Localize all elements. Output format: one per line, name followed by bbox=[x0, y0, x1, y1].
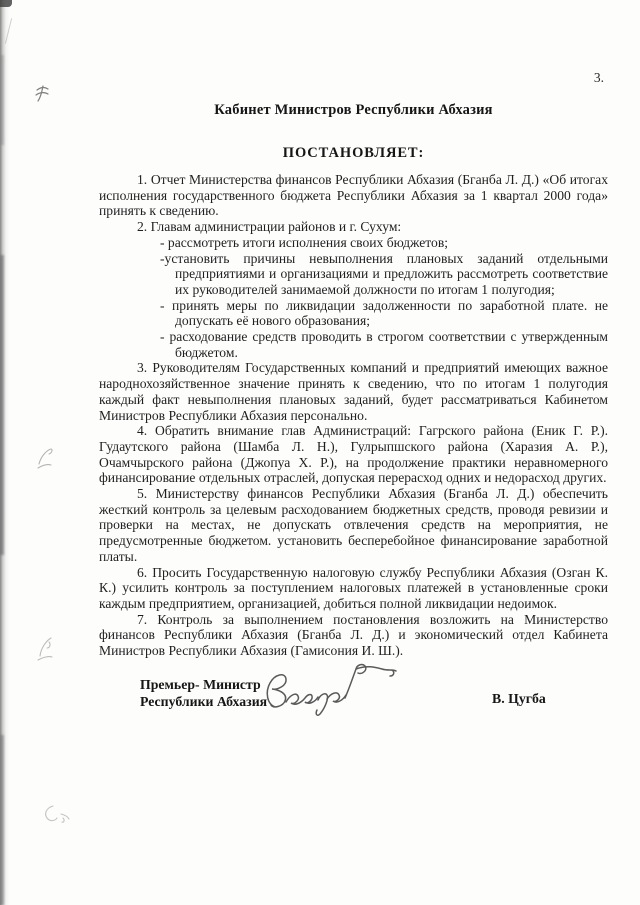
paragraph-5: 5. Министерству финансов Республики Абхазия (Бганба Л. Д.) обеспечить жесткий контроль за целевым расходованием бюджетных средств, проводя ревизии и проверки на местах, не допускать отвлечения средств на мероприятия, не предусмотренные бюджетом. установить бесперебойное финансирование заработной платы. bbox=[99, 486, 608, 564]
paragraph-7: 7. Контроль за выполнением постановления возложить на Министерство финансов Республики Абхазия (Бганба Л. Д.) и экономический отдел Кабинета Министров Республики Абхазия (Гамисония И. Ш.). bbox=[99, 611, 608, 659]
paragraph-3: 3. Руководителям Государственных компаний и предприятий имеющих важное народнохозяйственное значение принять к сведению, что по итогам 1 полугодия каждый факт невыполнения плановых заданий, будет рассматриваться Кабинетом Министров Республики Абхазия персонально. bbox=[99, 360, 608, 423]
signature-scribble bbox=[259, 662, 399, 720]
document-title: Кабинет Министров Республики Абхазия bbox=[214, 102, 493, 118]
list-item: - рассмотреть итоги исполнения своих бюджетов; bbox=[160, 234, 449, 250]
list-item: - расходование средств проводить в строгом соответствии с утвержденным бюджетом. bbox=[160, 329, 608, 360]
signatory-title bbox=[140, 676, 267, 710]
pencil-check-mark bbox=[35, 444, 55, 470]
pencil-check-mark bbox=[35, 632, 55, 662]
scanner-edge-dark-patch bbox=[0, 55, 4, 145]
document-content bbox=[99, 0, 608, 756]
paragraph-1: 1. Отчет Министерства финансов Республики Абхазия (Бганба Л. Д.) «Об итогах исполнения государственного бюджета Республики Абхазия за 1 квартал 2000 года» принять к сведению. bbox=[99, 172, 608, 219]
decree-body bbox=[99, 172, 608, 659]
signatory-title-line1: Премьер- Министр bbox=[140, 676, 261, 692]
paragraph-2-intro: 2. Главам администрации районов и г. Сухум: bbox=[137, 219, 402, 235]
list-item: - принять меры по ликвидации задолженности по заработной плате. не допускать её нового образования; bbox=[160, 297, 608, 329]
scan-corner-artifact bbox=[0, 0, 12, 7]
list-item: -установить причины невыполнения плановых заданий отдельными предприятиями и организациями и предложить рассмотреть соответствие их руководителей занимаемой должности по итогам 1 полугодия; bbox=[160, 250, 608, 297]
scanner-edge-dark-patch bbox=[0, 255, 4, 555]
paragraph-4: 4. Обратить внимание глав Администраций: Гагрского района (Еник Г. Р.). Гудаутского района (Шамба Л. Н.), Гулрыпшского района (Харазия А. Р.), Очамчырского района (Джопуа Х. Р.), на продолжение практики неравномерного финансирование отдельных отраслей, допуская перерасход одних и недорасход других. bbox=[99, 423, 608, 486]
signatory-name: В. Цугба bbox=[492, 690, 546, 706]
signatory-title-line2: Республики Абхазия bbox=[140, 693, 268, 709]
scanner-edge-dark-patch bbox=[0, 735, 4, 905]
signature-block bbox=[99, 676, 608, 756]
pencil-scribble-mark bbox=[33, 83, 51, 103]
pencil-note-mark bbox=[41, 802, 71, 826]
page-number: 3. bbox=[593, 70, 604, 85]
paragraph-6: 6. Просить Государственную налоговую службу Республики Абхазия (Озган К. К.) усилить контроль за поступлением налоговых платежей в установленные сроки каждым предприятием, организацией, добиться полной ликвидации недоимок. bbox=[99, 564, 608, 611]
decree-word: ПОСТАНОВЛЯЕТ: bbox=[282, 145, 425, 161]
